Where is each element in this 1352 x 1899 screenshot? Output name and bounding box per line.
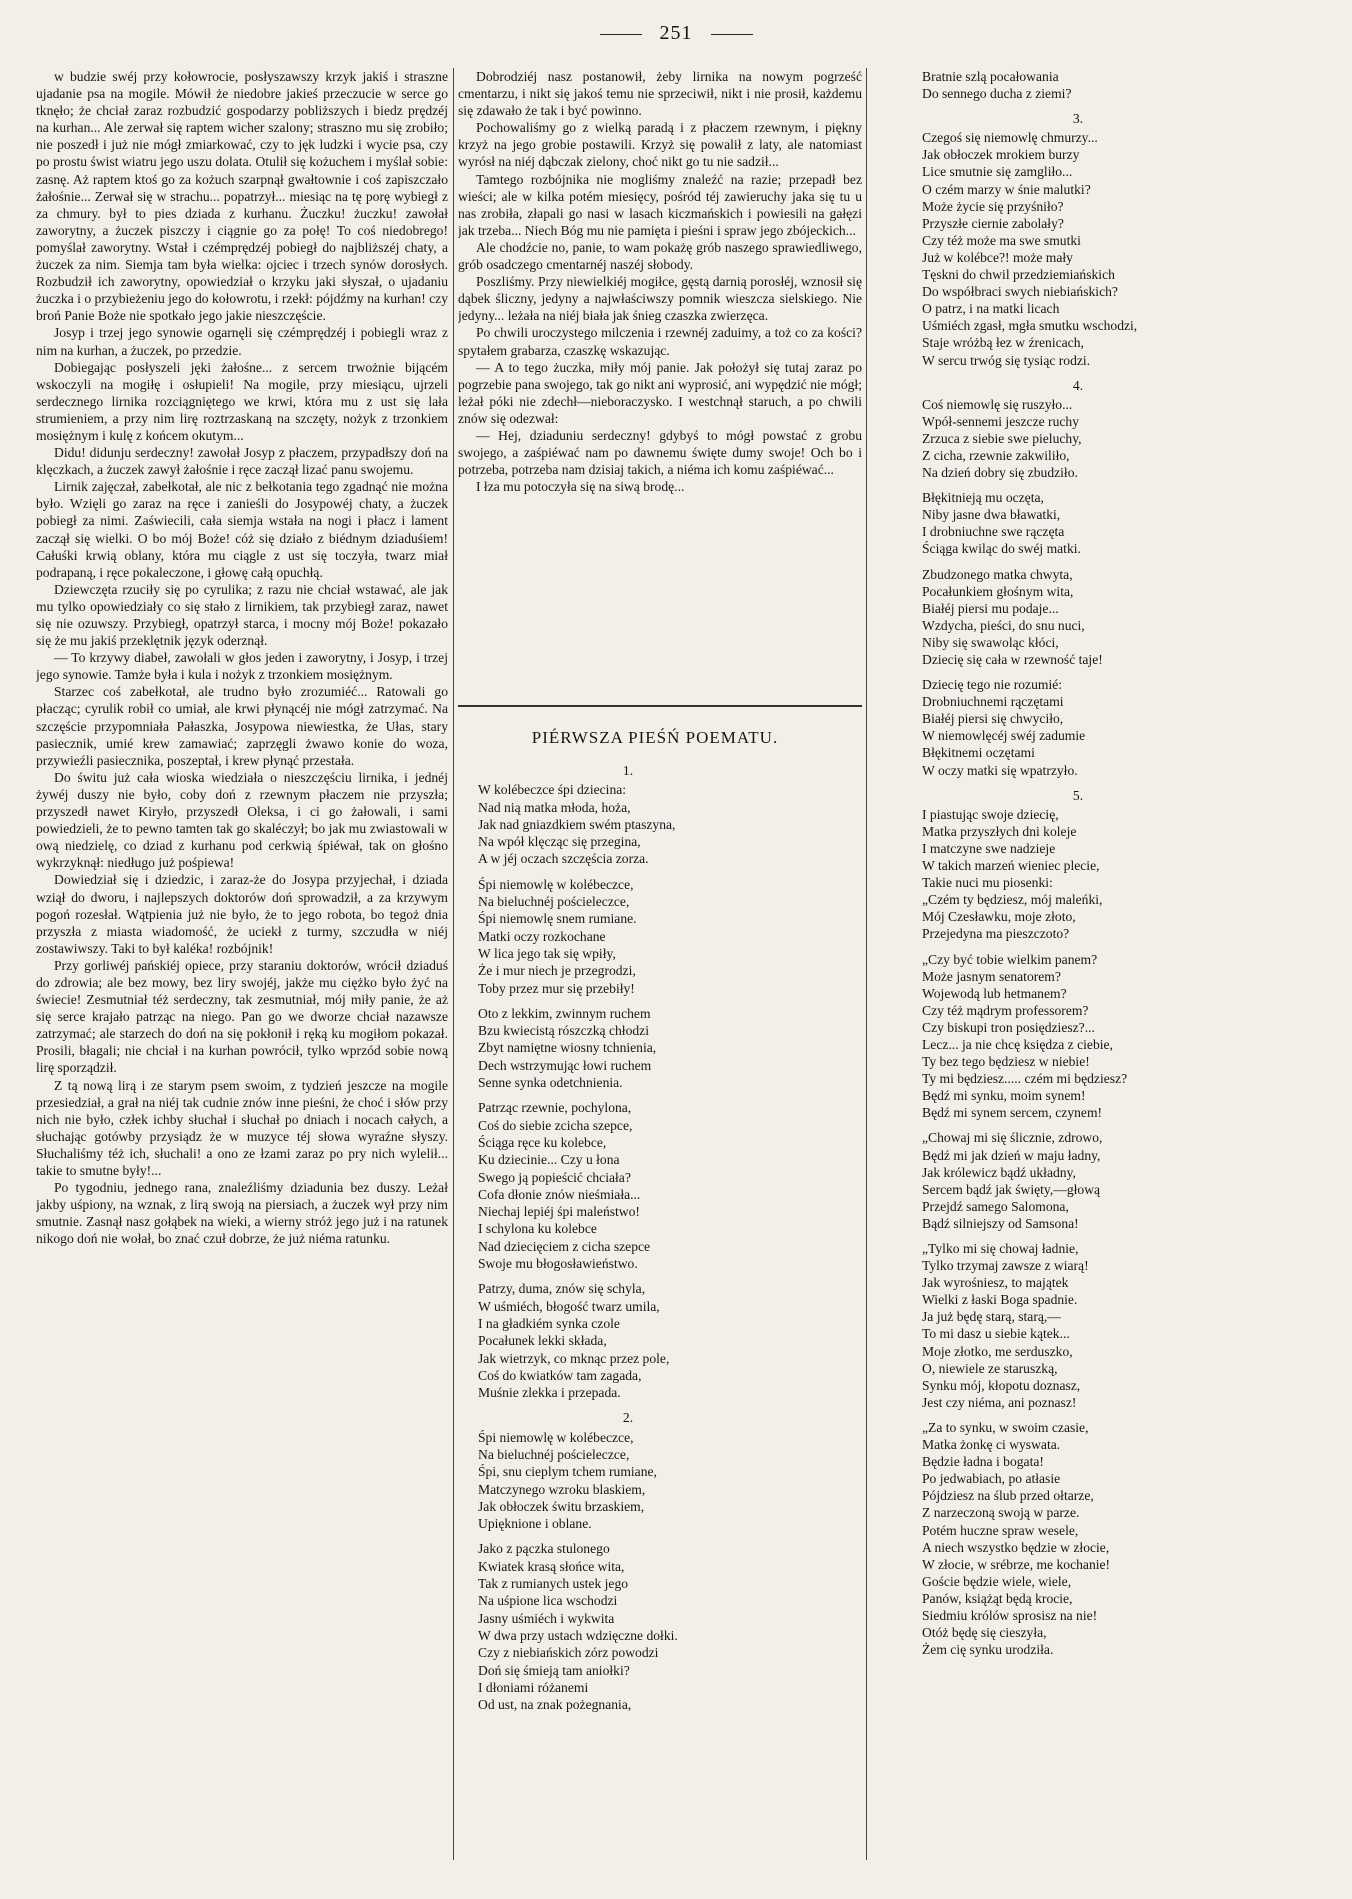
- verse-line: Tęskni do chwil przedziemiańskich: [922, 267, 1115, 283]
- verse-line: Tak z rumianych ustek jego: [478, 1576, 629, 1592]
- verse-line: Pójdziesz na ślub przed ołtarze,: [922, 1488, 1094, 1504]
- verse-line: Takie nuci mu piosenki:: [922, 875, 1053, 891]
- stanza: [478, 1429, 858, 1533]
- verse-line: Będź mi jak dzień w maju ładny,: [922, 1147, 1101, 1163]
- verse-line: Wielki z łaski Boga spadnie.: [922, 1292, 1078, 1308]
- verse-line: Już w kolébce?! może mały: [922, 249, 1073, 265]
- stanza: [922, 68, 1234, 102]
- verse-line: Śpi, snu cieplym tchem rumiane,: [478, 1464, 657, 1480]
- verse-line: I dłoniami różanemi: [478, 1679, 589, 1695]
- verse-line: Będzie ładna i bogata!: [922, 1454, 1044, 1470]
- section-number: 4.: [1072, 377, 1084, 393]
- verse-line: Wzdycha, pieści, do snu nuci,: [922, 617, 1085, 633]
- stanza: [922, 396, 1234, 481]
- paragraph: Dowiedział się i dziedzic, i zaraz-że do Josypa przyjechał, i dziada wziął do dworu, i najlepszych doktorów doń sprowadził, a za krzywym pogoń rozesłał. Wątpienia już nie było, że to jego robota, bo tegoż dnia przyszła z miasta wiadomość, że uciekł z turmy, szczudła w niéj zostawiwszy. Taki to był kaléka! rozbójnik!: [36, 872, 448, 956]
- verse-line: Białéj piersi mu podaje...: [922, 600, 1059, 616]
- prose-column-left: [36, 68, 448, 1860]
- verse-line: Nad nią matka młoda, hoża,: [478, 799, 631, 815]
- stanza: [922, 806, 1234, 943]
- verse-line: Do sennego ducha z ziemi?: [922, 86, 1072, 102]
- verse-line: Może jasnym senatorem?: [922, 968, 1061, 984]
- verse-line: Dziecię tego nie rozumié:: [922, 677, 1063, 693]
- verse-line: To mi dasz u siebie kątek...: [922, 1326, 1070, 1342]
- verse-line: Doń się śmieją tam aniołki?: [478, 1662, 630, 1678]
- verse-line: I drobniuchne swe rączęta: [922, 524, 1065, 540]
- verse-line: Zbudzonego matka chwyta,: [922, 566, 1073, 582]
- verse-line: Czy téż może ma swe smutki: [922, 232, 1081, 248]
- paragraph: Lirnik zajęczał, zabełkotał, ale nic z bełkotania tego zgadnąć nie można było. Wzięli go zaraz na ręce i zanieśli do Josypowéj chaty, a żuczek pobiegł za nimi. Zaświecili, cała siemja wstała na nogi i płacz i lament zaczął się wielki. O bo mój Boże! cóż się działo z biédnym dziaduśiem! Całuśki krwią oblany, która mu ciągle z ust się toczyła, twarz miał podrapaną, i ręce pokaleczone, i głowę całą opuchłą.: [36, 479, 448, 580]
- verse-line: O patrz, i na matki licach: [922, 301, 1060, 317]
- paragraph: Do świtu już cała wioska wiedziała o nieszczęściu lirnika, i jednéj żywéj duszy nie było, coby doń z rzewnym płaczem nie przyszła; przyszedł nawet Kiryło, przyszedł Oleksa, i ci go żałowali, i sami powiedzieli, że to pewno tamten tak go skaléczył; bo jak mu zwiastowali w ową niedzielę, co dziad z kurhanu pod cerkwią śpiéwał, tak on głośno wykrzyknął: niedługo już pośpiewa!: [36, 769, 448, 871]
- verse-line: Na wpół klęcząc się przegina,: [478, 834, 641, 850]
- verse-line: Bratnie szlą pocałowania: [922, 69, 1059, 84]
- verse-line: W niemowlęcéj swéj zadumie: [922, 728, 1086, 744]
- section-number: 1.: [622, 763, 634, 778]
- verse-line: „Za to synku, w swoim czasie,: [922, 1419, 1089, 1435]
- verse-line: Ściąga kwiląc do swéj matki.: [922, 541, 1081, 557]
- prose-column-middle: [458, 68, 862, 708]
- verse-line: W złocie, w srébrze, me kochanie!: [922, 1556, 1111, 1572]
- verse-line: Senne synka odetchnienia.: [478, 1075, 623, 1091]
- verse-line: Niechaj lepiéj śpi maleństwo!: [478, 1204, 640, 1220]
- paragraph: Dobrodziéj nasz postanowił, żeby lirnika na nowym pogrześć cmentarzu, i nikt się jakoś temu nie sprzeciwił, nikt i nie prosił, każdemu się zdawało że tak i być powinno.: [458, 69, 862, 119]
- verse-line: Coś do siebie zcicha szepce,: [478, 1117, 633, 1133]
- verse-line: Matki oczy rozkochane: [478, 928, 606, 944]
- verse-line: O czém marzy w śnie malutki?: [922, 181, 1091, 197]
- verse-line: Czy z niebiańskich zórz powodzi: [478, 1645, 659, 1661]
- verse-line: Błękitnemi oczętami: [922, 745, 1035, 761]
- poem-right-column: [922, 68, 1234, 1860]
- verse-line: Staje wróżbą łez w źrenicach,: [922, 335, 1084, 351]
- verse-line: Z cicha, rzewnie zakwiliło,: [922, 447, 1070, 463]
- verse-line: Siedmiu królów sprosisz na nie!: [922, 1607, 1098, 1623]
- verse-line: Żem cię synku urodziła.: [922, 1642, 1054, 1658]
- paragraph: I łza mu potoczyła się na siwą brodę...: [476, 479, 685, 495]
- stanza: [922, 1240, 1234, 1411]
- verse-line: Potém huczne spraw wesele,: [922, 1522, 1079, 1538]
- verse-line: W sercu trwóg się tysiąc rodzi.: [922, 352, 1091, 368]
- verse-line: Otóż będę się cieszyła,: [922, 1625, 1047, 1641]
- verse-line: W oczy matki się wpatrzyło.: [922, 762, 1078, 778]
- verse-line: „Chowaj mi się ślicznie, zdrowo,: [922, 1130, 1103, 1146]
- verse-line: Na dzień dobry się zbudziło.: [922, 465, 1078, 481]
- verse-line: Dziecię się cała w rzewność taje!: [922, 652, 1103, 667]
- verse-line: Niby się swawoląc kłóci,: [922, 634, 1059, 650]
- verse-line: Upięknione i oblane.: [478, 1516, 592, 1532]
- verse-line: Przyszłe ciernie zabolały?: [922, 215, 1064, 231]
- verse-line: Ty bez tego będziesz w niebie!: [922, 1054, 1090, 1070]
- verse-line: Matczynego wzroku blaskiem,: [478, 1481, 646, 1497]
- paragraph: Dziewczęta rzuciły się po cyrulika; z razu nie chciał wstawać, ale jak mu tylko opowiedziały co się stało z lirnikiem, tak przybiegł zaraz, nawet się nie ozuwszy. Przybiegł, opatrzył starca, i mocny mój Boże! pokazało się że mu jakiś przeklętnik język oderznął.: [36, 581, 448, 649]
- verse-line: Że i mur niech je przegrodzi,: [478, 963, 636, 979]
- verse-line: Od ust, na znak pożegnania,: [478, 1697, 632, 1713]
- verse-line: Może życie się przyśniło?: [922, 198, 1064, 214]
- verse-line: Patrząc rzewnie, pochylona,: [478, 1100, 632, 1116]
- verse-line: Lecz... ja nie chcę księdza z ciebie,: [922, 1036, 1113, 1052]
- stanza: [922, 129, 1234, 368]
- stanza: [922, 1129, 1234, 1232]
- verse-line: Moje złotko, me serduszko,: [922, 1343, 1073, 1359]
- verse-line: Drobniuchnemi rączętami: [922, 694, 1064, 710]
- paragraph: — A to tego żuczka, miły mój panie. Jak położył się tutaj zaraz po pogrzebie pana swojego, tak go nikt ani wyprosić, ani wypędzić nie mógł; leżał póki nie zdechł—nieboraczysko. I westchnął staruch, a po chwili znów się odezwał:: [458, 359, 862, 426]
- verse-line: Czy biskupi tron posiędziesz?...: [922, 1019, 1095, 1035]
- verse-line: Jest czy niéma, ani poznasz!: [922, 1394, 1077, 1410]
- column-rule-left: [453, 68, 454, 1860]
- verse-line: W uśmiéch, błogość twarz umila,: [478, 1298, 660, 1314]
- poem-middle-column: [478, 762, 858, 1721]
- paragraph: Przy gorliwéj pańskiéj opiece, przy staraniu doktorów, wrócił dziaduś do zdrowia; ale bez mowy, bez liry swojéj, jakże mu ciężko było żyć na świecie! Zesmutniał téż serdeczny, tak zesmutniał, mój miły panie, że aż się serce krajało patrząc na niego. Pan go we dworze chciał nazawsze zatrzymać; ale starzech do doń na się pokłonił i ręką ku mogiłom pokazał. Prosili, błagali; nie chciał i na kurhan powrócił, tylko wprzód sobie nową lirę sporządził.: [36, 957, 448, 1076]
- verse-line: Śpi niemowlę w kolébeczce,: [478, 876, 634, 892]
- verse-line: Coś niemowlę się ruszyło...: [922, 396, 1073, 412]
- verse-line: Jasny uśmiéch i wykwita: [478, 1610, 615, 1626]
- header-dash-right: [711, 34, 753, 35]
- verse-line: Na uśpione lica wschodzi: [478, 1593, 618, 1609]
- verse-line: Lice smutnie się zamgliło...: [922, 164, 1073, 180]
- verse-line: Śpi niemowlę w kolébeczce,: [478, 1429, 634, 1445]
- verse-line: Będź mi synem sercem, czynem!: [922, 1105, 1103, 1121]
- stanza: [478, 1099, 858, 1272]
- stanza: [922, 1419, 1234, 1658]
- verse-line: Z narzeczoną swoją w parze.: [922, 1505, 1080, 1521]
- verse-line: Tylko trzymaj zawsze z wiarą!: [922, 1258, 1089, 1274]
- verse-line: Goście będzie wiele, wiele,: [922, 1573, 1072, 1589]
- verse-line: Bądź silniejszy od Samsona!: [922, 1215, 1079, 1231]
- verse-line: Przejedyna ma pieszczoto?: [922, 926, 1070, 942]
- page-header: [0, 22, 1352, 45]
- verse-line: Cofa dłonie znów nieśmiała...: [478, 1186, 641, 1202]
- verse-line: Jak wietrzyk, co mknąc przez pole,: [478, 1350, 670, 1366]
- verse-line: Czy téż mądrym professorem?: [922, 1002, 1089, 1018]
- section-number: 2.: [622, 1410, 634, 1426]
- stanza: [478, 876, 858, 997]
- paragraph: Ale chodźcie no, panie, to wam pokażę grób naszego sprawiedliwego, grób osadczego cmentarnéj naszéj słobody.: [458, 239, 862, 273]
- verse-line: Mój Czesławku, moje złoto,: [922, 909, 1076, 925]
- section-number: 5.: [1072, 787, 1084, 803]
- stanza: [478, 1005, 858, 1091]
- verse-line: Bzu kwiecistą rószczką chłodzi: [478, 1023, 649, 1039]
- verse-line: I schylona ku kolebce: [478, 1221, 597, 1237]
- column-rule-right: [866, 68, 867, 1860]
- verse-line: Toby przez mur się przebiły!: [478, 980, 635, 996]
- verse-line: Na bieluchnéj pościeleczce,: [478, 1446, 630, 1462]
- verse-line: Uśmiéch zgasł, mgła smutku wschodzi,: [922, 318, 1138, 334]
- verse-line: Swego ją popieścić chciała?: [478, 1169, 631, 1185]
- verse-line: Synku mój, kłopotu doznasz,: [922, 1377, 1081, 1393]
- verse-line: Wojewodą lub hetmanem?: [922, 985, 1067, 1001]
- verse-line: Ściąga ręce ku kolebce,: [478, 1134, 607, 1150]
- verse-line: Pocałunek lekki składa,: [478, 1333, 607, 1349]
- paragraph: Poszliśmy. Przy niewielkiéj mogiłce, gęstą darnią porosłéj, wznosił się dąbek śliczny, jedyny a najwłaściwszy pomnik wieszcza sielskiego. Nie jedyny... leżała na niéj biała jak śnieg czaszka zwierzęca.: [458, 274, 862, 324]
- stanza: [922, 951, 1234, 1122]
- verse-line: Kwiatek krasą słońce wita,: [478, 1558, 625, 1574]
- verse-line: O, niewiele ze staruszką,: [922, 1360, 1058, 1376]
- verse-line: Matka przyszłych dni koleje: [922, 823, 1077, 839]
- stanza: [478, 1540, 858, 1713]
- verse-line: Czegoś się niemowlę chmurzy...: [922, 130, 1098, 146]
- paragraph: Po chwili uroczystego milczenia i rzewnéj zaduimy, a toż co za kości? spytałem grabarza, czaszkę wskazując.: [458, 325, 862, 358]
- verse-line: A w jéj oczach szczęścia zorza.: [478, 851, 649, 867]
- verse-line: Jak obłoczek mrokiem burzy: [922, 147, 1080, 163]
- header-dash-left: [600, 34, 642, 35]
- section-number: 3.: [1072, 111, 1084, 127]
- verse-line: Muśnie zlekka i przepada.: [478, 1385, 621, 1401]
- verse-line: „Tylko mi się chowaj ładnie,: [922, 1241, 1079, 1256]
- verse-line: W lica jego tak się wpiły,: [478, 945, 616, 961]
- verse-line: Ja już będę starą, starą,—: [922, 1309, 1061, 1325]
- stanza: [922, 489, 1234, 557]
- verse-line: Sercem bądź jak święty,—głową: [922, 1181, 1101, 1197]
- verse-line: Panów, książąt będą krocie,: [922, 1590, 1073, 1606]
- verse-line: Ty mi będziesz..... czém mi będziesz?: [922, 1071, 1128, 1087]
- verse-line: W kolébeczce śpi dziecina:: [478, 782, 627, 798]
- paragraph: Tamtego rozbójnika nie mogliśmy znaleźć na razie; przepadł bez wieści; ale w kilka potém miesięcy, pośród téj zawieruchy jaka się tu u nas zrobiła, złapali go nasi w lasach kiczmańskich i powiesili na gałęzi jak trzeba... Niech Bóg mu nie pamięta i pieśni i spraw jego zbójeckich...: [458, 171, 862, 238]
- verse-line: Będź mi synku, moim synem!: [922, 1088, 1086, 1104]
- verse-line: Zbyt namiętne wiosny tchnienia,: [478, 1040, 657, 1056]
- verse-line: Na bieluchnéj pościeleczce,: [478, 894, 630, 910]
- verse-line: W dwa przy ustach wdzięczne dołki.: [478, 1627, 678, 1643]
- verse-line: Zrzuca z siebie swe pieluchy,: [922, 430, 1082, 446]
- paragraph: — Hej, dziaduniu serdeczny! gdybyś to mógł powstać z grobu swojego, a zaśpiéwać nam po dawnemu święte dumy swoje! Och bo i potrzeba, potrzeba nam dzisiaj takich, a niéma ich komu zaśpiéwać...: [458, 427, 862, 478]
- verse-line: Matka żonkę ci wyswata.: [922, 1437, 1061, 1453]
- verse-line: Dech wstrzymując łowi ruchem: [478, 1057, 652, 1073]
- stanza: [478, 1280, 858, 1401]
- verse-line: Jak wyrośniesz, to majątek: [922, 1275, 1069, 1291]
- verse-line: Niby jasne dwa bławatki,: [922, 507, 1061, 523]
- paragraph: Dobiegając posłyszeli jęki żałośne... z sercem trwożnie bijącém wskoczyli na mogiłę i osłupieli! Na mogile, przy miesiącu, ujrzeli serdecznego lirnika rozciągniętego we krwi, która mu z ust się lała strumieniem, a przy nim lirę roztrzaskaną na szczęty, nożyk z trzonkiem mosiężnym i kulę z końcem okutym...: [36, 359, 448, 443]
- stanza: [478, 781, 858, 867]
- verse-line: W takich marzeń wieniec plecie,: [922, 858, 1100, 874]
- paragraph: Starzec coś zabełkotał, ale trudno było zrozumiéć... Ratowali go płacząc; cyrulik robił co umiał, ale krwi płynącéj nie mógł zatrzymać. Na szczęście przypomniała Pałaszka, Josypowa niewiestka, że Ułas, stary pasiecznik, umié krew zamawiać; zaprzęgli żwawo konie do woza, przywieźli pasiecznika, poszeptał, i krew płynąć przestała.: [36, 684, 448, 768]
- paragraph: Po tygodniu, jednego rana, znaleźliśmy dziadunia bez duszy. Leżał jakby uśpiony, na wznak, z lirą swoją na piersiach, a żuczek wył przy nim smutnie. Zasnął nasz gołąbek na wieki, a wierny stróż jego już i na ratunek nikogo doń nie wołał, bo znać czuł dobrze, że już niéma ratunku.: [36, 1180, 448, 1247]
- verse-line: Po jedwabiach, po atłasie: [922, 1471, 1061, 1487]
- verse-line: Białéj piersi się chwyciło,: [922, 711, 1064, 727]
- verse-line: Swoje mu błogosławieństwo.: [478, 1256, 638, 1272]
- verse-line: Pocałunkiem głośnym wita,: [922, 583, 1074, 599]
- verse-line: Jak królewicz bądź układny,: [922, 1164, 1076, 1180]
- verse-line: Jak obłoczek świtu brzaskiem,: [478, 1498, 645, 1514]
- verse-line: Ku dziecinie... Czy u łona: [478, 1152, 620, 1168]
- verse-line: Śpi niemowlę snem rumiane.: [478, 911, 637, 927]
- verse-line: Jako z pączka stulonego: [478, 1541, 610, 1557]
- verse-line: „Czém ty będziesz, mój maleńki,: [922, 892, 1103, 908]
- verse-line: Błękitnieją mu oczęta,: [922, 490, 1044, 506]
- verse-line: Nad dziecięciem z cicha szepce: [478, 1238, 651, 1254]
- stanza: [922, 676, 1234, 779]
- verse-line: A niech wszystko będzie w złocie,: [922, 1539, 1110, 1555]
- verse-line: Oto z lekkim, zwinnym ruchem: [478, 1005, 651, 1021]
- paragraph: w budzie swéj przy kołowrocie, posłyszawszy krzyk jakiś i straszne ujadanie psa na mogile. Mówił że niedobre jakieś przeczucie w serce go tknęło; że chciał zaraz rozbudzić gospodarzy pobliższych i biedz prędzéj na kurhan... Ale zerwał się raptem wicher szalony; straszno mu się zrobiło; nie poszedł i już nie mógł zmiarkować, czy to jęk ludzki i wycie psa, czy po prostu świst wiatru jego uszu dolata. Otulił się kożuchem i myślał sobie: zasnę. Aż raptem ktoś go za kożuch szarpnął gwałtownie i coś zapiszczało żałośnie... Zerwał się w strachu... popatrzył... miesiąc na tę porę wybiegł z za chmury. był to pies dziada z kurhanu. Żuczku! żuczku! zawołał zaworytny, a żuczek piszczy i ciągnie go za połę! To coś niedobrego! pomyślał zaworytny. Wstał i czémprędzéj pobiegł do najbliższéj chaty, a żuczek za nim. Siemja tam była wielka: ojciec i trzech synów dorosłych. Rozbudził ich zaworytny, opowiedział o krzyku jaki słyszał, o ujadaniu żuczka i o przybieżeniu jego do kołowrotu, i rzekł: pójdźmy na kurhan! czy broń Panie Boże nie spotkało jego jakie nieszczęście.: [36, 69, 448, 324]
- paragraph: — To krzywy diabeł, zawołali w głos jeden i zaworytny, i Josyp, i trzej jego synowie. Tamże była i kula i nożyk z trzonkiem mosiężnym.: [36, 650, 448, 683]
- verse-line: I piastując swoje dziecię,: [922, 806, 1059, 822]
- stanza: [922, 566, 1234, 669]
- verse-line: Patrzy, duma, znów się schyla,: [478, 1281, 646, 1297]
- verse-line: Jak nad gniazdkiem swém ptaszyna,: [478, 816, 676, 832]
- paragraph: Didu! didunju serdeczny! zawołał Josyp z płaczem, przypadłszy doń na klęczkach, a żuczek zawył żałośnie i ręce zaczął lizać panu swojemu.: [36, 445, 448, 478]
- verse-line: „Czy być tobie wielkim panem?: [922, 951, 1098, 967]
- paragraph: Pochowaliśmy go z wielką paradą i z płaczem rzewnym, i piękny krzyż na jego grobie postawili. Krzyż się powalił z laty, ale natomiast wyrósł na niéj dąbczak zielony, choć nikt go tu nie sadził...: [458, 120, 862, 170]
- paragraph: Josyp i trzej jego synowie ogarnęli się czémprędzéj i pobiegli wraz z nim na kurhan, a żuczek, po przedzie.: [36, 325, 448, 358]
- verse-line: Przejdź samego Salomona,: [922, 1198, 1069, 1214]
- verse-line: Wpół-sennemi jeszcze ruchy: [922, 413, 1080, 429]
- verse-line: I matczyne swe nadzieje: [922, 840, 1056, 856]
- verse-line: Coś do kwiatków tam zagada,: [478, 1367, 642, 1383]
- page-number: 251: [659, 22, 693, 44]
- paragraph: Z tą nową lirą i ze starym psem swoim, z tydzień jeszcze na mogile przesiedział, a grał na niéj tak cudnie znów inne pieśni, że choć i słów przy nich nie było, człek ichby słuchał i słuchał po dniach i nocach całych, a słuchając gotówby przysiądz że w muzyce téj słowa wyraźne słyszy. Słuchaliśmy téż ich, słuchali! a ono ze łzami zaraz po pry nich wylelił... takie to smutne były!...: [36, 1077, 448, 1178]
- poem-title: PIÉRWSZA PIEŚŃ POEMATU.: [531, 728, 779, 747]
- verse-line: Do współbraci swych niebiańskich?: [922, 284, 1118, 300]
- verse-line: I na gładkiém synka czole: [478, 1315, 620, 1331]
